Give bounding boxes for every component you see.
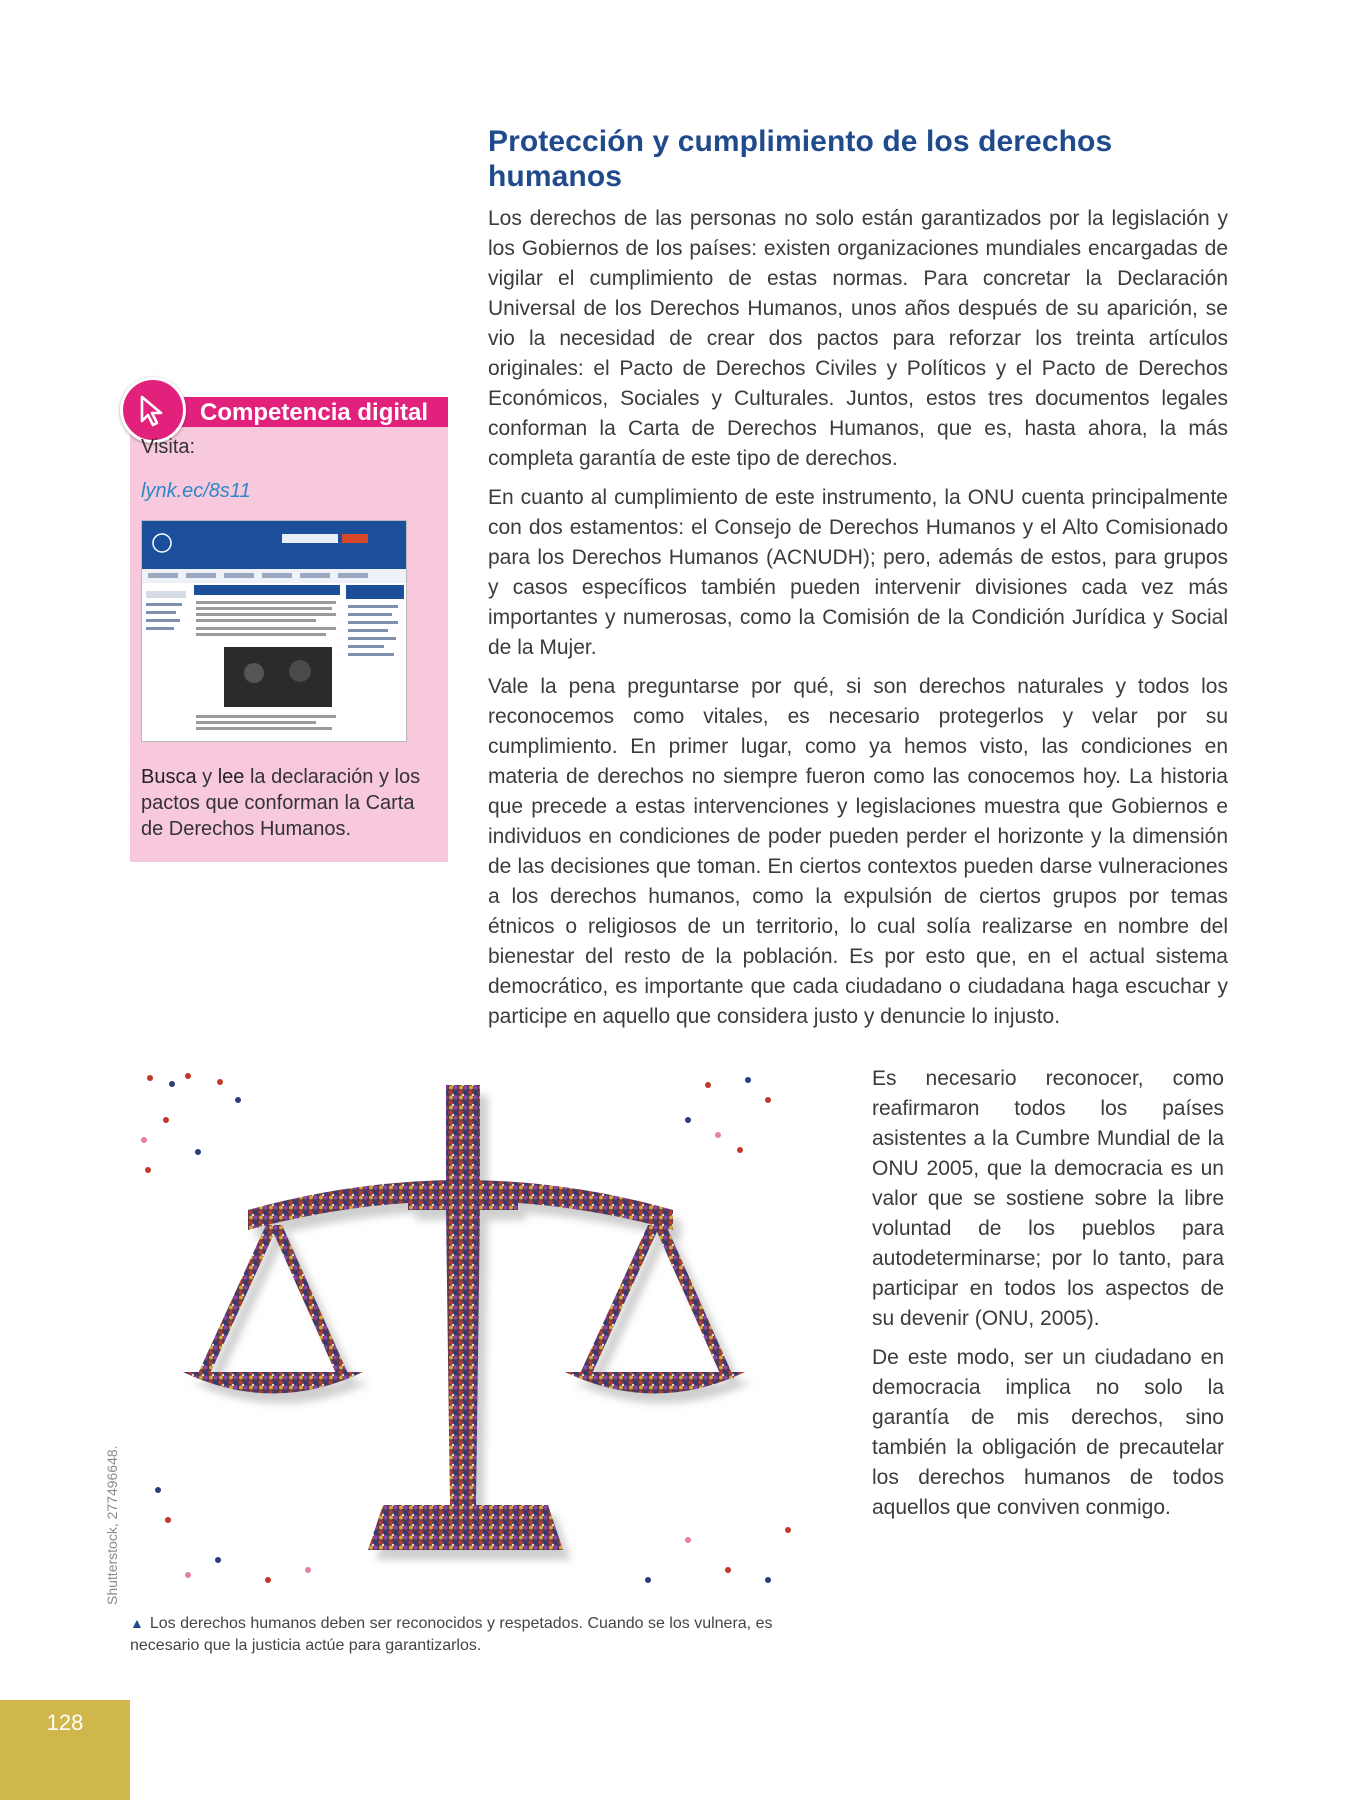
right-paragraph-2: De este modo, ser un ciudadano en democracia implica no solo la garantía de mis derechos, sino también la obligación de precautelar los derechos humanos de todos aquellos que conviven conmigo.: [872, 1346, 1224, 1519]
scales-of-justice-illustration: [128, 1060, 828, 1610]
triangle-icon: ▲: [130, 1615, 144, 1631]
main-column: [488, 125, 1228, 1041]
page-number: 128: [46, 1710, 84, 1735]
paragraph-1: Los derechos de las personas no solo están garantizados por la legislación y los Gobiernos de los países: existen organizaciones mundiales encargadas de vigilar el cumplimiento de estas normas. Para concretar la Declaración Universal de los Derechos Humanos, unos años después de su aparición, se vio la necesidad de crear dos pactos para reforzar los treinta artículos originales: el Pacto de Derechos Civiles y Políticos y el Pacto de Derechos Económicos, Sociales y Culturales. Juntos, estos tres documentos legales conforman la Carta de Derechos Humanos, que es, hasta ahora, la más completa garantía de este tipo de derechos.: [488, 207, 1228, 470]
figure-caption: ▲ Los derechos humanos deben ser reconocidos y respetados. Cuando se los vulnera, es necesario que la justicia actúe para garantizarlos.: [130, 1615, 773, 1654]
right-column: [872, 1064, 1224, 1532]
cursor-icon: [120, 377, 186, 443]
instruction-verb-read: lee: [217, 766, 245, 788]
digital-competence-title: Competencia digital: [200, 399, 429, 426]
visit-label: Visita:: [141, 436, 196, 458]
instruction-verb-search: Busca: [141, 766, 197, 788]
instruction-rest: la declaración y los pactos que conforman la Carta de Derechos Humanos.: [141, 766, 421, 840]
paragraph-3: Vale la pena preguntarse por qué, si son derechos naturales y todos los reconocemos como vitales, es necesario protegerlos y velar por su cumplimiento. En primer lugar, como ya hemos visto, las condiciones en materia de derechos no siempre fueron como las conocemos hoy. La historia que precede a estas intervenciones y legislaciones muestra que Gobiernos e individuos en condiciones de poder pueden perder el horizonte y la dimensión de las decisiones que toman. En ciertos contextos pueden darse vulneraciones a los derechos humanos, como la expulsión de ciertos grupos por temas étnicos o religiosos de un territorio, lo cual solía realizarse en nombre del bienestar del resto de la población. Es por esto que, en el actual sistema democrático, es importante que cada ciudadano o ciudadana haga escuchar y participe en aquello que considera justo y denuncie lo injusto.: [488, 675, 1228, 1028]
website-screenshot: [141, 520, 407, 742]
image-credit: Shutterstock, 277496648.: [104, 1445, 120, 1605]
paragraph-2: En cuanto al cumplimiento de este instrumento, la ONU cuenta principalmente con dos estamentos: el Consejo de Derechos Humanos y el Alto Comisionado para los Derechos Humanos (ACNUDH); pero, además de estos, para grupos y casos específicos también pueden intervenir divisiones cada vez más importantes y numerosas, como la Comisión de la Condición Jurídica y Social de la Mujer.: [488, 486, 1228, 659]
digital-competence-instruction: Busca y lee la declaración y los pactos que conforman la Carta de Derechos Humanos.: [141, 766, 421, 840]
right-paragraph-1: Es necesario reconocer, como reafirmaron todos los países asistentes a la Cumbre Mundial de la ONU 2005, que la democracia es un valor que se sostiene sobre la libre voluntad de los pueblos para autodeterminarse; por lo tanto, para participar en todos los aspectos de su devenir (ONU, 2005).: [872, 1067, 1224, 1330]
visit-link[interactable]: lynk.ec/8s11: [141, 480, 251, 502]
section-title: Protección y cumplimiento de los derechos humanos: [488, 125, 1113, 193]
